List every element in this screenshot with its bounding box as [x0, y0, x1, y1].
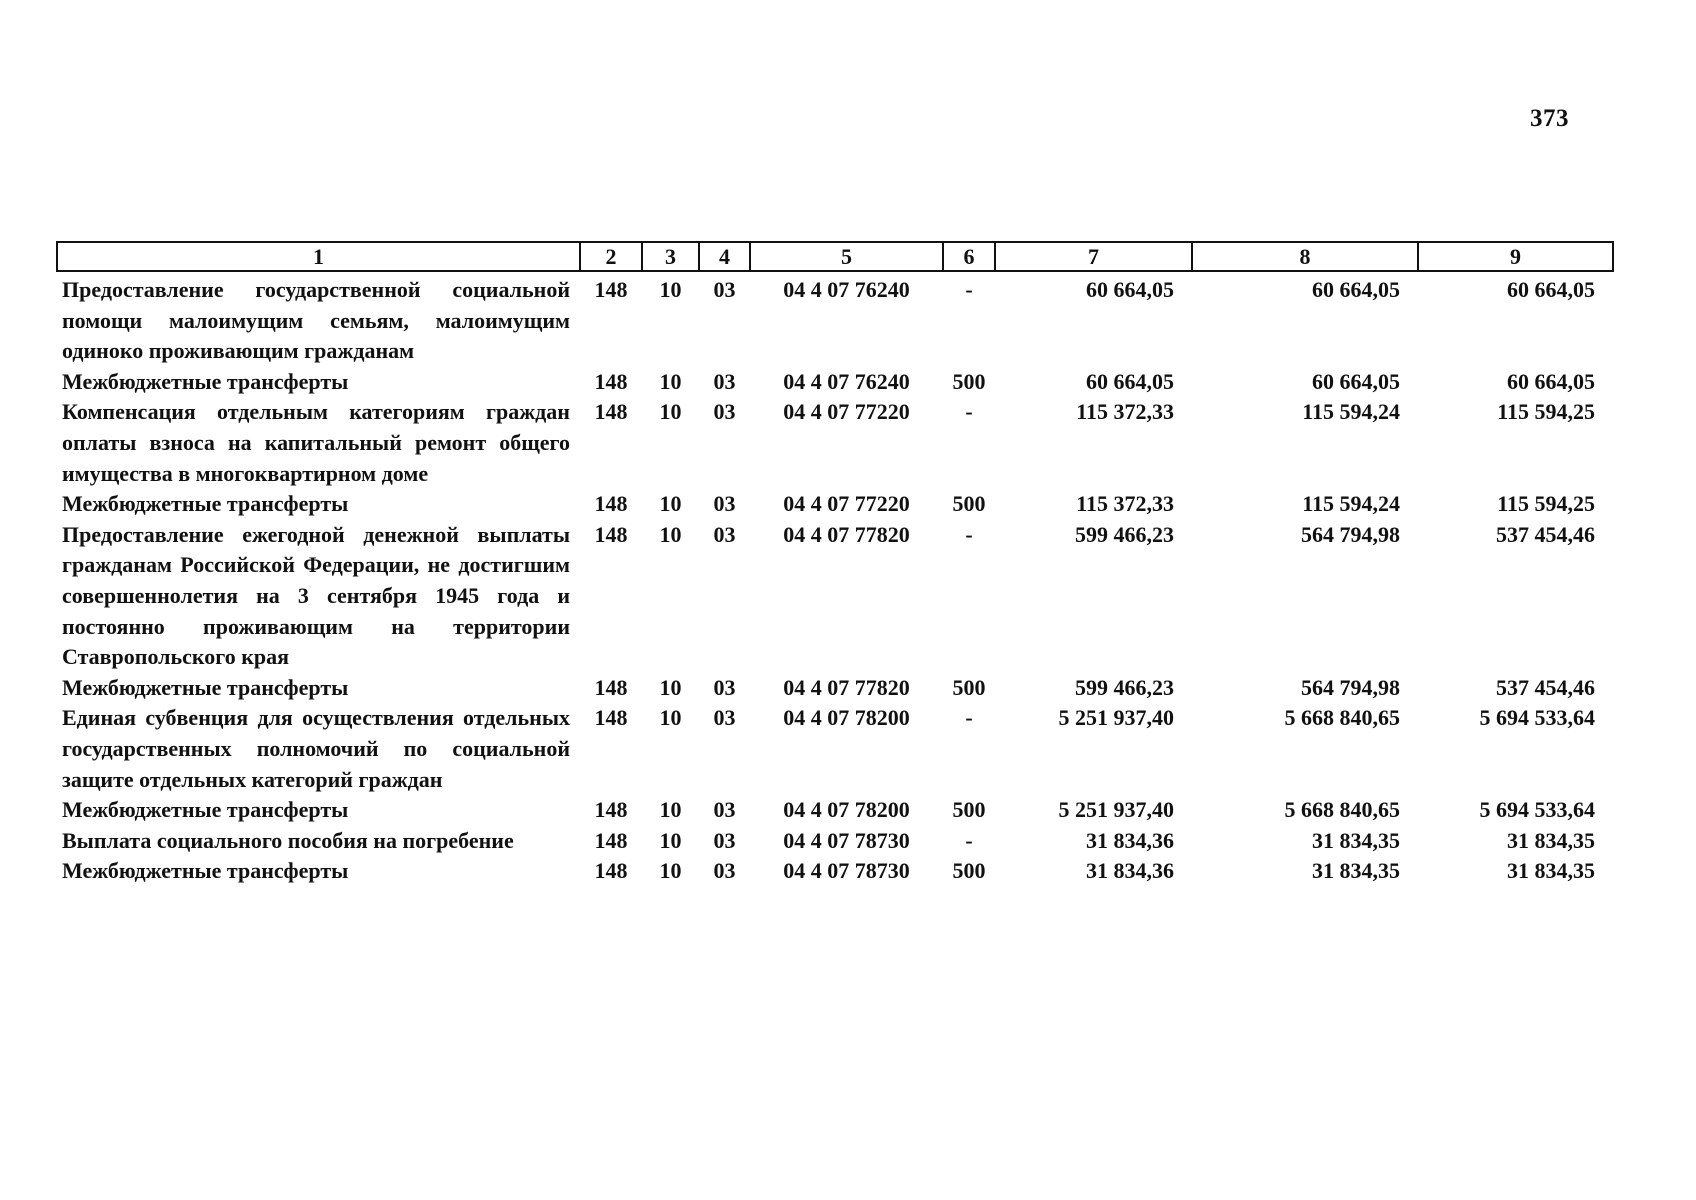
- row-name: Выплата социального пособия на погребение: [62, 827, 514, 853]
- row-code-3: 10: [659, 521, 682, 547]
- row-code-2: 148: [594, 858, 628, 884]
- table-row: [57, 520, 1613, 673]
- table-header: [57, 242, 1613, 271]
- row-code-4: 03: [713, 399, 736, 425]
- column-header-6: 6: [943, 242, 995, 271]
- row-amount-9: 31 834,35: [1507, 827, 1595, 853]
- table-row: [57, 271, 1613, 367]
- row-code-6: -: [965, 705, 973, 731]
- row-name: Межбюджетные трансферты: [62, 858, 349, 884]
- row-code-6: 500: [952, 797, 986, 823]
- row-code-6: 500: [952, 674, 986, 700]
- row-amount-9: 537 454,46: [1496, 521, 1595, 547]
- row-code-3: 10: [659, 858, 682, 884]
- row-code-2: 148: [594, 797, 628, 823]
- row-name: Межбюджетные трансферты: [62, 674, 349, 700]
- table-row: [57, 489, 1613, 520]
- table-row: [57, 795, 1613, 826]
- column-header-7: 7: [995, 242, 1192, 271]
- row-amount-8: 115 594,24: [1302, 491, 1400, 517]
- row-code-4: 03: [713, 858, 736, 884]
- row-name: Единая субвенция для осуществления отдельных государственных полномочий по социальной защите отдельных категорий граждан: [62, 705, 570, 792]
- row-amount-8: 115 594,24: [1302, 399, 1400, 425]
- row-code-4: 03: [713, 277, 736, 302]
- table-row: [57, 367, 1613, 398]
- table-row: [57, 397, 1613, 489]
- row-code-6: -: [965, 521, 973, 547]
- row-name: Предоставление государственной социальной помощи малоимущим семьям, малоимущим одиноко проживающим гражданам: [62, 277, 570, 364]
- row-code-2: 148: [594, 277, 628, 302]
- row-code-6: 500: [952, 368, 986, 394]
- row-amount-9: 537 454,46: [1496, 674, 1595, 700]
- row-code-5: 04 4 07 78200: [783, 705, 910, 731]
- row-code-5: 04 4 07 77820: [783, 674, 910, 700]
- row-code-3: 10: [659, 277, 682, 302]
- table-body: [57, 271, 1613, 887]
- column-header-2: 2: [580, 242, 642, 271]
- row-code-2: 148: [594, 521, 628, 547]
- budget-table: [56, 241, 1614, 887]
- column-header-4: 4: [699, 242, 750, 271]
- row-code-2: 148: [594, 705, 628, 731]
- row-code-3: 10: [659, 797, 682, 823]
- column-header-5: 5: [750, 242, 943, 271]
- row-code-4: 03: [713, 827, 736, 853]
- row-name: Компенсация отдельным категориям граждан оплаты взноса на капитальный ремонт общего имущества в многоквартирном доме: [62, 399, 570, 486]
- row-code-4: 03: [713, 368, 736, 394]
- row-amount-7: 31 834,36: [1086, 858, 1174, 884]
- row-code-4: 03: [713, 705, 736, 731]
- row-name: Предоставление ежегодной денежной выплаты гражданам Российской Федерации, не достигшим совершеннолетия на 3 сентября 1945 года и постоянно проживающим на территории Ставропольского края: [62, 521, 570, 670]
- column-header-3: 3: [642, 242, 699, 271]
- table-row: [57, 703, 1613, 795]
- row-code-3: 10: [659, 399, 682, 425]
- row-code-2: 148: [594, 399, 628, 425]
- row-code-6: -: [965, 277, 973, 302]
- table-row: [57, 673, 1613, 704]
- row-amount-8: 60 664,05: [1312, 368, 1400, 394]
- row-code-5: 04 4 07 77820: [783, 521, 910, 547]
- row-amount-7: 599 466,23: [1075, 521, 1174, 547]
- row-amount-8: 31 834,35: [1312, 827, 1400, 853]
- row-code-5: 04 4 07 78730: [783, 858, 910, 884]
- row-code-3: 10: [659, 705, 682, 731]
- row-amount-9: 60 664,05: [1507, 368, 1595, 394]
- row-code-4: 03: [713, 674, 736, 700]
- row-code-5: 04 4 07 76240: [783, 368, 910, 394]
- row-amount-9: 31 834,35: [1507, 858, 1595, 884]
- row-code-4: 03: [713, 797, 736, 823]
- row-amount-8: 5 668 840,65: [1284, 797, 1400, 823]
- row-name: Межбюджетные трансферты: [62, 797, 349, 823]
- row-code-2: 148: [594, 491, 628, 517]
- row-code-6: 500: [952, 858, 986, 884]
- row-amount-9: 5 694 533,64: [1479, 797, 1595, 823]
- row-code-3: 10: [659, 368, 682, 394]
- table-row: [57, 856, 1613, 887]
- row-amount-7: 599 466,23: [1075, 674, 1174, 700]
- row-amount-7: 31 834,36: [1086, 827, 1174, 853]
- row-code-6: -: [965, 399, 973, 425]
- row-code-2: 148: [594, 827, 628, 853]
- row-code-5: 04 4 07 78730: [783, 827, 910, 853]
- row-code-5: 04 4 07 77220: [783, 399, 910, 425]
- row-name: Межбюджетные трансферты: [62, 368, 349, 394]
- column-header-8: 8: [1192, 242, 1418, 271]
- row-code-5: 04 4 07 76240: [783, 277, 910, 302]
- row-code-2: 148: [594, 674, 628, 700]
- column-header-1: 1: [57, 242, 580, 271]
- row-code-3: 10: [659, 827, 682, 853]
- row-code-4: 03: [713, 521, 736, 547]
- row-amount-9: 115 594,25: [1497, 491, 1595, 517]
- column-header-9: 9: [1418, 242, 1613, 271]
- row-amount-7: 115 372,33: [1076, 491, 1174, 517]
- row-amount-9: 115 594,25: [1497, 399, 1595, 425]
- row-amount-8: 5 668 840,65: [1284, 705, 1400, 731]
- page-number: 373: [1530, 105, 1569, 132]
- row-amount-7: 60 664,05: [1086, 277, 1174, 302]
- row-amount-8: 564 794,98: [1301, 521, 1400, 547]
- row-code-5: 04 4 07 77220: [783, 491, 910, 517]
- row-amount-8: 564 794,98: [1301, 674, 1400, 700]
- row-amount-9: 5 694 533,64: [1479, 705, 1595, 731]
- row-code-3: 10: [659, 491, 682, 517]
- row-name: Межбюджетные трансферты: [62, 491, 349, 517]
- row-amount-9: 60 664,05: [1507, 277, 1595, 302]
- row-amount-7: 115 372,33: [1076, 399, 1174, 425]
- row-code-2: 148: [594, 368, 628, 394]
- row-code-3: 10: [659, 674, 682, 700]
- row-code-6: -: [965, 827, 973, 853]
- row-amount-7: 60 664,05: [1086, 368, 1174, 394]
- row-amount-8: 60 664,05: [1312, 277, 1400, 302]
- row-code-6: 500: [952, 491, 986, 517]
- row-amount-8: 31 834,35: [1312, 858, 1400, 884]
- row-amount-7: 5 251 937,40: [1058, 797, 1174, 823]
- row-code-4: 03: [713, 491, 736, 517]
- row-code-5: 04 4 07 78200: [783, 797, 910, 823]
- table-row: [57, 826, 1613, 857]
- row-amount-7: 5 251 937,40: [1058, 705, 1174, 731]
- header-row: [57, 242, 1613, 271]
